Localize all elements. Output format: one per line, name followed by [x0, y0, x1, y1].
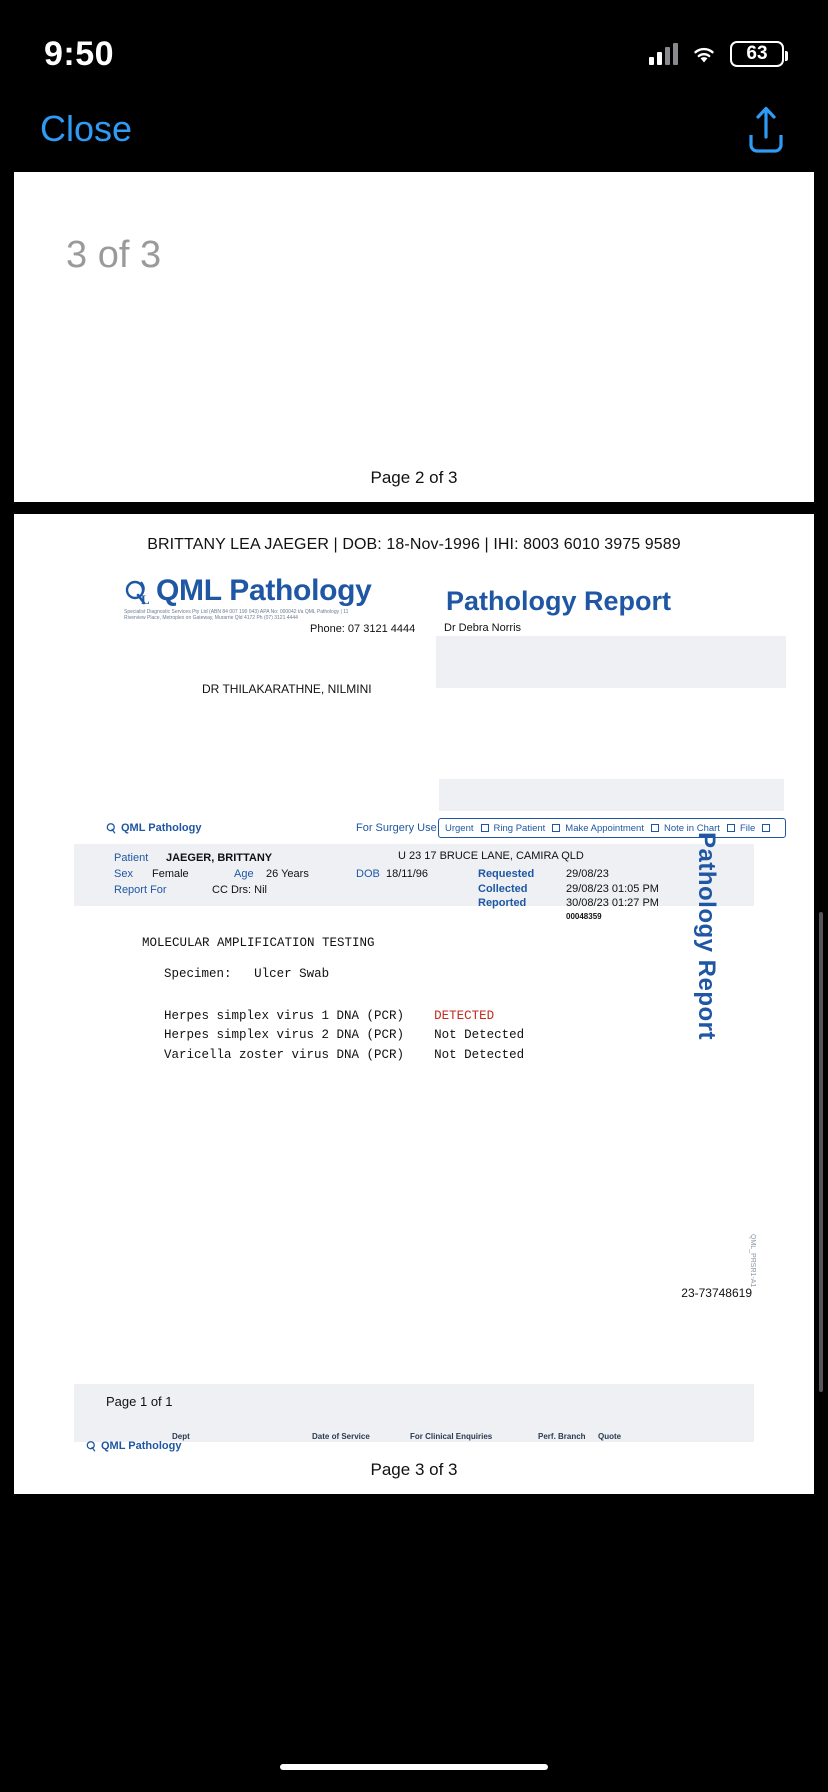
vertical-scrollbar[interactable]	[819, 912, 823, 1392]
qml-logo	[124, 576, 372, 622]
viewer-toolbar	[0, 86, 828, 172]
qml-emblem-icon	[124, 578, 154, 608]
surgery-option-3: Note in Chart	[663, 822, 720, 834]
pdf-page-3[interactable]	[14, 514, 814, 1494]
footer-col-date: Date of Service	[312, 1431, 370, 1441]
cc-drs: CC Drs: Nil	[212, 884, 267, 896]
footer-col-enquiries: For Clinical Enquiries	[410, 1431, 493, 1441]
results-title: MOLECULAR AMPLIFICATION TESTING	[142, 936, 375, 950]
lab-fine-print: Specialist Diagnostic Services Pty Ltd (ABN 84 007 190 043) APA No: 000042 t/a QML Pathology | 11 Riverview Place, Metroplex on Gateway, Murarrie Qld 4172 Ph (07) 3121 4444	[124, 609, 349, 622]
result-value: Not Detected	[434, 1028, 525, 1043]
cellular-bars-icon	[649, 43, 678, 65]
sex-value: Female	[152, 868, 189, 880]
page-3-footer: Page 3 of 3	[370, 1460, 458, 1479]
qml-wordmark-small: QML Pathology	[121, 821, 202, 834]
qml-logo-footer	[86, 1439, 181, 1452]
reported-value: 30/08/23 01:27 PM	[566, 897, 659, 909]
result-test-name: Varicella zoster virus DNA (PCR)	[164, 1047, 405, 1062]
report-for-label: Report For	[114, 884, 167, 896]
requested-label: Requested	[478, 868, 535, 880]
episode-number: 00048359	[566, 912, 602, 921]
report-title: Pathology Report	[446, 586, 672, 616]
requested-value: 29/08/23	[566, 868, 609, 880]
qml-emblem-icon-small	[106, 822, 119, 835]
status-bar	[0, 0, 828, 86]
result-test-name: Herpes simplex virus 2 DNA (PCR)	[164, 1028, 405, 1043]
footer-col-quote: Quote	[598, 1431, 622, 1441]
footer-col-branch: Perf. Branch	[538, 1431, 586, 1441]
wifi-icon	[690, 44, 718, 64]
home-indicator[interactable]	[280, 1764, 548, 1770]
qml-wordmark: QML Pathology	[156, 574, 372, 607]
battery-level: 63	[746, 43, 768, 64]
age-label: Age	[234, 868, 254, 880]
surgery-checkbox-group[interactable]	[438, 818, 786, 838]
status-indicators	[649, 41, 784, 67]
form-code: QML_PRSR1-A1	[749, 1234, 756, 1288]
footer-col-dept: Dept	[172, 1431, 190, 1441]
patient-address: U 23 17 BRUCE LANE, CAMIRA QLD	[398, 850, 584, 862]
addressee: DR THILAKARATHNE, NILMINI	[202, 682, 372, 696]
collected-label: Collected	[478, 883, 528, 895]
address-block-box	[436, 636, 786, 688]
secondary-box	[439, 779, 784, 811]
reported-label: Reported	[478, 897, 527, 909]
checkbox-urgent[interactable]	[481, 824, 489, 832]
surgery-option-4: File	[739, 822, 756, 834]
surgery-use-label: For Surgery Use	[356, 822, 437, 834]
page-indicator: 3 of 3	[66, 234, 162, 276]
surgery-option-1: Ring Patient	[493, 822, 546, 834]
share-icon[interactable]	[744, 103, 788, 155]
age-value: 26 Years	[266, 868, 309, 880]
surgery-option-2: Make Appointment	[565, 822, 644, 834]
status-time: 9:50	[44, 34, 115, 73]
vertical-report-title: Pathology Report	[693, 832, 720, 1041]
checkbox-make-appointment[interactable]	[651, 824, 659, 832]
result-test-name: Herpes simplex virus 1 DNA (PCR)	[164, 1008, 405, 1023]
report-footer-band	[74, 1384, 754, 1452]
svg-text:L: L	[141, 592, 150, 607]
checkbox-note-in-chart[interactable]	[727, 824, 735, 832]
dob-label: DOB	[356, 868, 380, 880]
patient-header-line: BRITTANY LEA JAEGER | DOB: 18-Nov-1996 | IHI: 8003 6010 3975 9589	[147, 536, 681, 553]
result-value: DETECTED	[434, 1008, 495, 1023]
collected-value: 29/08/23 01:05 PM	[566, 883, 659, 895]
close-button[interactable]: Close	[40, 108, 133, 149]
checkbox-ring-patient[interactable]	[552, 824, 560, 832]
battery-icon	[730, 41, 784, 67]
result-value: Not Detected	[434, 1047, 525, 1062]
patient-details-band	[74, 844, 754, 921]
qml-emblem-icon-footer	[86, 1440, 99, 1453]
patient-label: Patient	[114, 852, 149, 864]
surgery-option-0: Urgent	[445, 822, 474, 834]
specimen-label: Specimen:	[164, 967, 232, 982]
qml-logo-small	[106, 821, 201, 834]
pdf-scroll-area[interactable]	[0, 172, 828, 1718]
lab-phone: Phone: 07 3121 4444	[310, 623, 416, 635]
sex-label: Sex	[114, 868, 133, 880]
page-2-footer: Page 2 of 3	[370, 468, 458, 487]
inner-page-label: Page 1 of 1	[106, 1394, 173, 1409]
specimen-value: Ulcer Swab	[254, 967, 330, 982]
requesting-doctor: Dr Debra Norris	[444, 622, 522, 634]
patient-name: JAEGER, BRITTANY	[166, 852, 273, 864]
report-letterhead	[14, 576, 814, 706]
accession-number: 23-73748619	[681, 1286, 752, 1300]
qml-wordmark-footer: QML Pathology	[101, 1439, 182, 1452]
result-row	[142, 1046, 814, 1065]
dob-value: 18/11/96	[386, 868, 429, 880]
pdf-page-2[interactable]	[14, 172, 814, 502]
checkbox-file[interactable]	[762, 824, 770, 832]
